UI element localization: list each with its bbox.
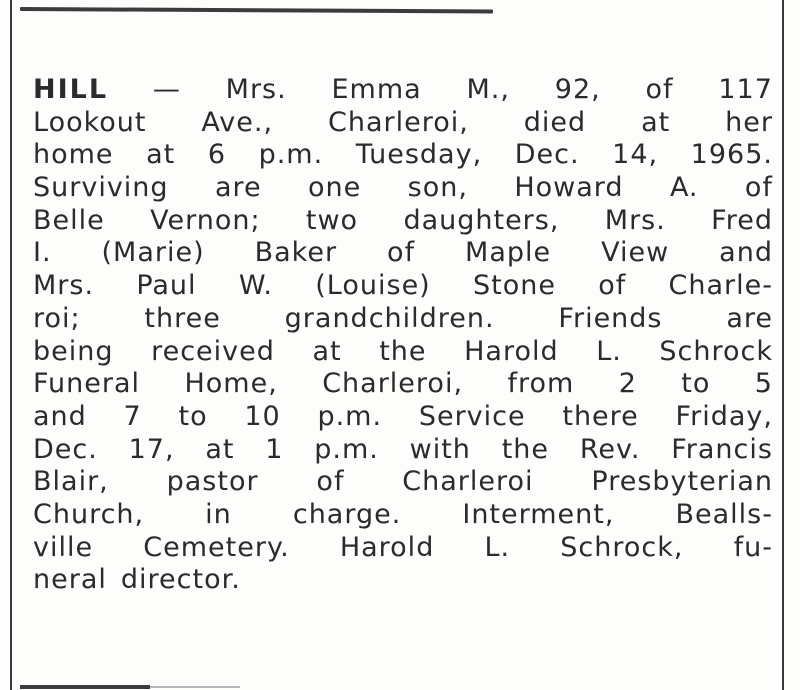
word: Harold: [464, 335, 559, 367]
word: in: [205, 498, 232, 530]
text-line: [33, 336, 773, 369]
word: L.: [596, 335, 622, 367]
word: to: [681, 368, 711, 400]
word: Francis: [671, 433, 773, 465]
word: Presbyterian: [591, 466, 773, 498]
word: at: [641, 106, 671, 138]
word: —: [152, 74, 181, 105]
word: 7: [123, 400, 142, 432]
bottom-rule-faint-segment: [150, 686, 240, 688]
word: of: [744, 172, 773, 204]
word: I.: [33, 237, 52, 269]
word: Belle: [33, 204, 105, 236]
text-line: [33, 237, 773, 270]
word: Bealls-: [675, 498, 773, 530]
word: Friends: [558, 302, 663, 334]
text-line: [33, 205, 773, 238]
word: Lookout: [33, 106, 147, 138]
word: Fred: [711, 204, 773, 236]
word: at: [205, 433, 235, 465]
word: grandchildren.: [284, 302, 495, 334]
text-line: [33, 303, 773, 336]
word: to: [178, 400, 208, 432]
word: Ave.,: [201, 106, 274, 138]
word: Cemetery.: [143, 531, 290, 563]
top-column-rule: [20, 7, 493, 13]
word: Howard: [514, 172, 624, 204]
word: charge.: [292, 498, 402, 530]
word: 14,: [612, 139, 659, 171]
word: Harold: [339, 531, 435, 563]
text-line: [33, 139, 773, 172]
word: View: [601, 237, 670, 269]
word: (Marie): [101, 237, 205, 269]
word: son,: [407, 172, 468, 204]
word: and: [33, 400, 87, 432]
word: Dec.: [514, 139, 580, 171]
word: Emma: [331, 74, 422, 105]
text-line: [33, 564, 773, 597]
word: 2: [618, 368, 637, 400]
word: there: [562, 400, 639, 432]
word: at: [312, 335, 342, 367]
word: pastor: [166, 466, 259, 498]
word: 1: [265, 433, 284, 465]
word: Mrs.: [604, 204, 666, 236]
word: Tuesday,: [355, 139, 483, 171]
word: one: [308, 172, 362, 204]
word: 1965.: [690, 139, 773, 171]
word: neral: [33, 564, 107, 596]
word: Schrock,: [560, 531, 684, 563]
word: Service: [418, 400, 526, 432]
word: home: [33, 139, 114, 171]
word: Home,: [184, 368, 278, 400]
word: Dec.: [33, 433, 98, 465]
text-line: [33, 270, 773, 303]
word: Charleroi,: [322, 368, 464, 400]
word: are: [214, 172, 262, 204]
word: the: [501, 433, 550, 465]
word: Paul: [136, 270, 197, 302]
word: A.: [669, 172, 699, 204]
word: (Louise): [315, 270, 431, 302]
bottom-column-rule: [20, 685, 150, 689]
word: L.: [484, 531, 511, 563]
word: with: [409, 433, 471, 465]
word: are: [726, 302, 773, 334]
word: daughters,: [403, 204, 560, 236]
word: 117: [718, 74, 773, 105]
word: three: [144, 302, 221, 334]
text-line: [33, 107, 773, 140]
word: died: [523, 106, 587, 138]
word: Charleroi,: [328, 106, 469, 138]
text-line: [33, 368, 773, 401]
word: Friday,: [675, 400, 773, 432]
word: Maple: [465, 237, 552, 269]
word: Blair,: [33, 466, 109, 498]
word: Funeral: [33, 368, 141, 400]
word: of: [387, 237, 416, 269]
word: Vernon;: [150, 204, 261, 236]
word: p.m.: [258, 139, 324, 171]
word: fu-: [733, 531, 773, 563]
word: Mrs.: [33, 270, 95, 302]
word: Surviving: [33, 172, 169, 204]
text-line: [33, 74, 773, 107]
word: M.,: [466, 74, 510, 105]
clipping-right-border: [782, 0, 784, 690]
text-line: [33, 401, 773, 434]
word: Charle-: [668, 270, 773, 302]
word: roi;: [33, 302, 81, 334]
word: Stone: [472, 270, 556, 302]
text-line: [33, 466, 773, 499]
word: two: [305, 204, 359, 236]
word: her: [725, 106, 773, 138]
word: p.m.: [317, 400, 383, 432]
word: 6: [207, 139, 226, 171]
word: W.: [238, 270, 273, 302]
word: Baker: [254, 237, 338, 269]
text-line: [33, 172, 773, 205]
word: 10: [244, 400, 281, 432]
obituary-text: [33, 74, 773, 597]
word: 5: [754, 368, 773, 400]
word: and: [719, 237, 773, 269]
word: director.: [120, 564, 241, 596]
word: p.m.: [314, 433, 379, 465]
word: 92,: [554, 74, 601, 105]
word: 17,: [128, 433, 175, 465]
word: at: [146, 139, 176, 171]
surname-heading: HILL: [33, 74, 109, 105]
word: from: [507, 368, 575, 400]
text-line: [33, 532, 773, 565]
word: Rev.: [579, 433, 641, 465]
word: of: [598, 270, 627, 302]
text-line: [33, 434, 773, 467]
word: the: [379, 335, 427, 367]
word: being: [33, 335, 114, 367]
word: Church,: [33, 498, 145, 530]
word: Charleroi: [402, 466, 534, 498]
word: of: [316, 466, 345, 498]
word: received: [151, 335, 275, 367]
word: Interment,: [462, 498, 615, 530]
word: ville: [33, 531, 94, 563]
clipping-left-border: [10, 0, 12, 690]
text-line: [33, 499, 773, 532]
word: of: [645, 74, 674, 105]
word: Schrock: [659, 335, 773, 367]
word: Mrs.: [225, 74, 287, 105]
